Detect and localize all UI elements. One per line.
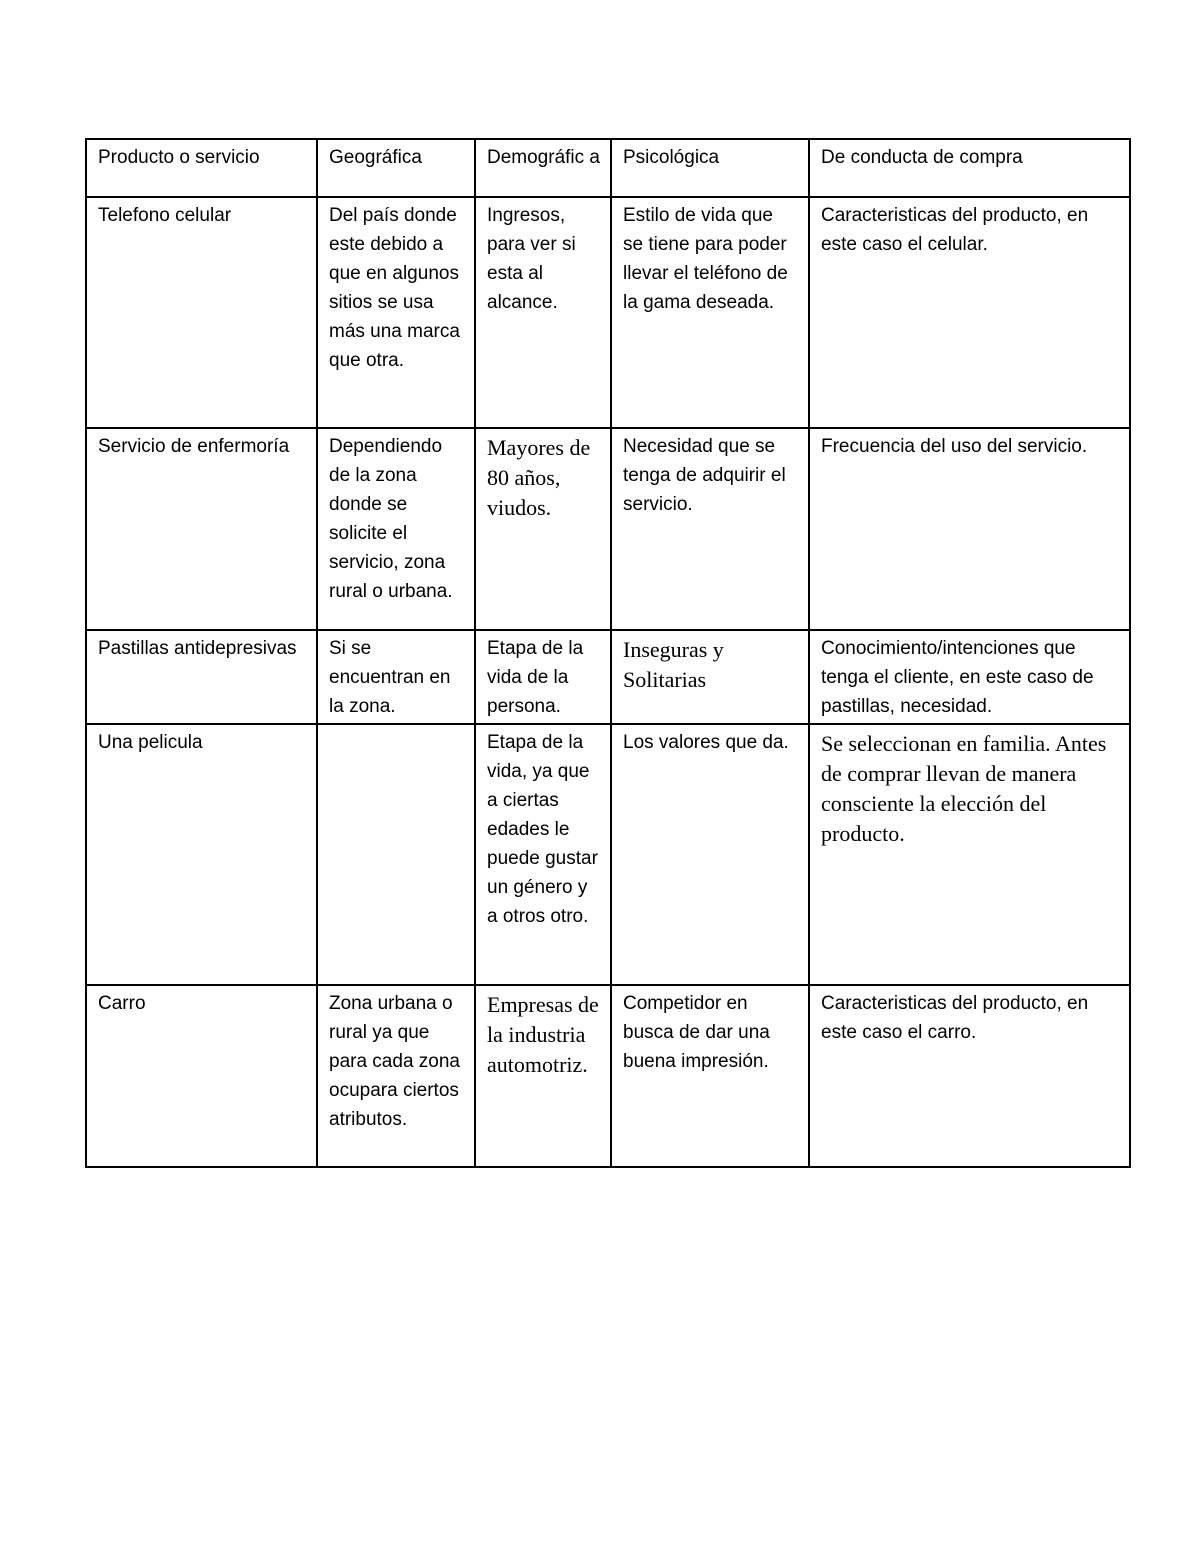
table-row — [86, 985, 1130, 1167]
cell-geographic: Dependiendo de la zona donde se solicite el servicio, zona rural o urbana. — [317, 428, 475, 630]
cell-product: Una pelicula — [86, 724, 317, 985]
cell-behavior: Frecuencia del uso del servicio. — [809, 428, 1130, 630]
table-row — [86, 428, 1130, 630]
table-header-row — [86, 139, 1130, 197]
header-product: Producto o servicio — [86, 139, 317, 197]
cell-psychological: Necesidad que se tenga de adquirir el servicio. — [611, 428, 809, 630]
cell-demographic: Etapa de la vida de la persona. — [475, 630, 611, 724]
cell-geographic — [317, 724, 475, 985]
cell-psychological: Estilo de vida que se tiene para poder llevar el teléfono de la gama deseada. — [611, 197, 809, 428]
cell-geographic: Del país donde este debido a que en algunos sitios se usa más una marca que otra. — [317, 197, 475, 428]
cell-demographic: Mayores de 80 años, viudos. — [475, 428, 611, 630]
cell-psychological: Inseguras y Solitarias — [611, 630, 809, 724]
header-geographic: Geográfica — [317, 139, 475, 197]
cell-demographic: Etapa de la vida, ya que a ciertas edades le puede gustar un género y a otros otro. — [475, 724, 611, 985]
cell-behavior: Caracteristicas del producto, en este caso el carro. — [809, 985, 1130, 1167]
cell-demographic: Empresas de la industria automotriz. — [475, 985, 611, 1167]
cell-psychological: Los valores que da. — [611, 724, 809, 985]
cell-psychological: Competidor en busca de dar una buena impresión. — [611, 985, 809, 1167]
cell-behavior: Caracteristicas del producto, en este caso el celular. — [809, 197, 1130, 428]
cell-product: Carro — [86, 985, 317, 1167]
cell-demographic: Ingresos, para ver si esta al alcance. — [475, 197, 611, 428]
cell-product: Pastillas antidepresivas — [86, 630, 317, 724]
header-behavior: De conducta de compra — [809, 139, 1130, 197]
header-psychological: Psicológica — [611, 139, 809, 197]
cell-product: Telefono celular — [86, 197, 317, 428]
cell-geographic: Si se encuentran en la zona. — [317, 630, 475, 724]
cell-behavior: Conocimiento/intenciones que tenga el cliente, en este caso de pastillas, necesidad. — [809, 630, 1130, 724]
cell-behavior: Se seleccionan en familia. Antes de comprar llevan de manera consciente la elección del producto. — [809, 724, 1130, 985]
header-demographic: Demográfic a — [475, 139, 611, 197]
table-row — [86, 630, 1130, 724]
cell-product: Servicio de enfermoría — [86, 428, 317, 630]
table-row — [86, 724, 1130, 985]
segmentation-table — [85, 138, 1131, 1168]
cell-geographic: Zona urbana o rural ya que para cada zona ocupara ciertos atributos. — [317, 985, 475, 1167]
table-row — [86, 197, 1130, 428]
